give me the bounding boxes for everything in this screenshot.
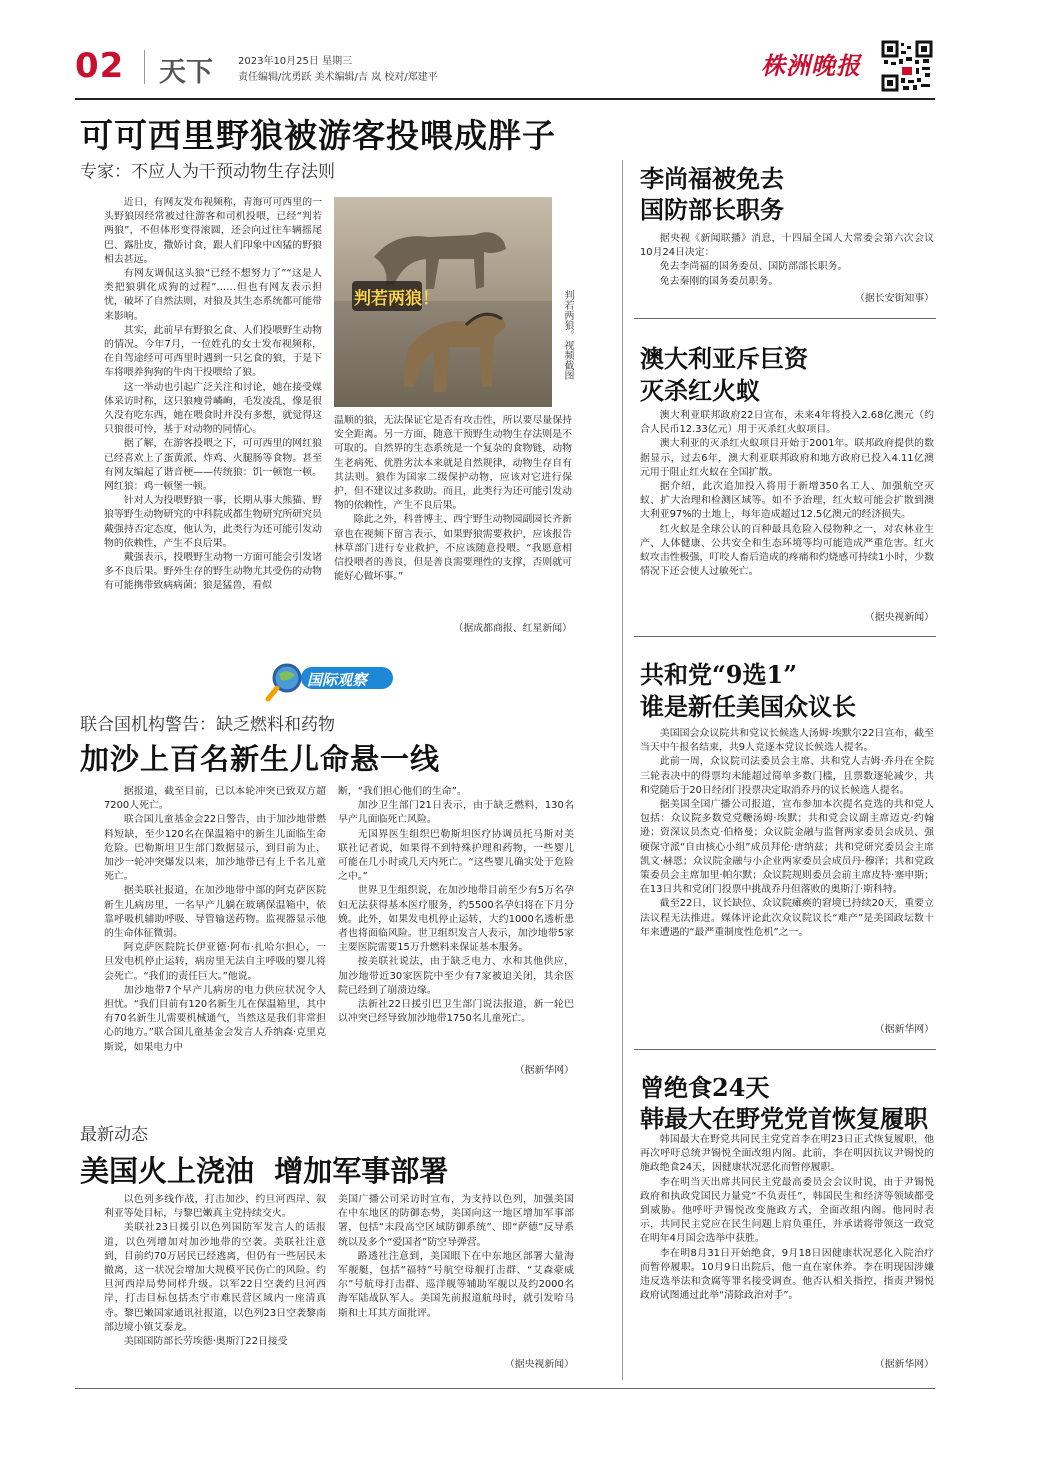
paragraph: 联合国儿童基金会22日警告，由于加沙地带燃料短缺，至少120名在保温箱中的新生儿面临生命危险。巴勒斯坦卫生部门数据显示，到目前为止，加沙一轮冲突爆发以来，加沙地带已有上千名儿童死亡。 [104,814,326,883]
paragraph: 有网友调侃这头狼“已经不想努力了”“这是人类把狼驯化成狗的过程”……但也有网友表示担忧，破坏了自然法则，对狼及其生态系统都可能带来影响。 [104,268,322,322]
section-rule [634,636,936,637]
korea-body [640,1133,934,1303]
paragraph: 据了解，在游客投喂之下，可可西里的网红狼已经喜欢上了蛋黄派、炸鸡、火腿肠等食物。甚至有网友编起了谐音梗——传统狼：饥一顿饱一顿。网红狼：鸡一顿堡一顿。 [104,438,322,493]
wolf-headline: 可可西里野狼被游客投喂成胖子 [80,116,556,155]
gaza-column-1 [104,785,326,1055]
speaker-headline-line1: 共和党“9选1” [640,660,798,689]
paragraph: 免去秦刚的国务委员职务。 [659,275,779,287]
us-headline: 美国火上浇油 增加军事部署 [80,1154,449,1188]
paragraph: 温顺的狼，无法保证它是否有攻击性，所以要尽量保持安全距离。另一方面，随意干预野生动物生存法则是不可取的。自然界的生态系统是一个复杂的食物链，动物生老病死、优胜劣汰本来就是自然规律，动物生存自有其法则。狼作为国家二级保护动物，应该对它进行保护，但不建议过多救助。而且，此类行为还可能引发动物的依赖性，产生不良后果。 [334,415,572,512]
paragraph: 其实，此前早有野狼乞食、人们投喂野生动物的情况。今年7月，一位姓孔的女士发布视频称，在自驾途经可可西里时遇到一只乞食的狼，于是下车将喂养狗狗的牛肉干投喂给了狼。 [104,324,322,379]
section-rule [634,1049,936,1050]
header-divider [144,50,145,84]
gaza-kicker: 联合国机构警告：缺乏燃料和药物 [80,715,335,735]
section-name: 天下 [159,57,213,88]
photo-stamp-text: 判若两狼！ [354,289,439,309]
wolf-subtitle: 专家：不应人为干预动物生存法则 [80,162,335,182]
paragraph: 此前一周，众议院司法委员会主席、共和党人吉姆·乔丹在全院三轮表决中的得票均未能超过简单多数门槛，且票数逐轮减少，共和党随后于20日经闭门投票决定取消乔丹的议长候选人提名。 [640,756,934,796]
paragraph: 美国广播公司采访时宣布，为支持以色列，加强美国在中东地区的防御态势，美国向这一地区增加军事部署，包括“末段高空区域防御系统”、即“萨德”反导系统以及多个“爱国者”防空导弹营。 [338,1194,574,1248]
us-source: （据央视新闻） [504,1359,574,1370]
paragraph: 路透社注意到，美国眼下在中东地区部署大量海军舰艇，包括“福特”号航空母舰打击群、“艾森豪威尔”号航母打击群、巡洋舰等辅助军舰以及约2000名海军陆战队军人。美国先前报道航母时，就引发哈马斯和土耳其方面批评。 [338,1250,574,1319]
us-kicker: 最新动态 [80,1125,148,1145]
ant-source: （据央视新闻） [864,612,934,623]
paragraph: 韩国最大在野党共同民主党党首李在明23日正式恢复履职，他再次呼吁总统尹锡悦全面改组内阁。此前，李在明因抗议尹锡悦的施政绝食24天，因健康状况恶化而暂停履职。 [640,1134,934,1174]
paragraph: 这一举动也引起广泛关注和讨论，她在接受媒体采访时称，这只狼瘦骨嶙峋，毛发凌乱，像是很久没有吃东西，她在喂食时并没有多想，就觉得这只狼很可怜，基于对动物的同情心。 [104,381,322,436]
li-headline-line2: 国防部长职务 [640,195,784,224]
paragraph: 澳大利亚联邦政府22日宣布，未来4年将投入2.68亿澳元（约合人民币12.33亿元）用于灭杀红火蚁项目。 [640,410,934,436]
korea-source: （据新华网） [874,1359,934,1370]
paragraph: 美国国防部长劳埃德·奥斯汀22日接受 [123,1336,288,1348]
paragraph: 李在明8月31日开始绝食，9月18日因健康状况恶化入院治疗而暂停履职。10月9日出院后，他一直在家休养。李在明现因涉嫌违反选举法和贪腐等罪名接受调查。他否认相关指控，指责尹锡悦政府试图通过此举“清除政治对手”。 [640,1247,934,1302]
wolf-source: （据成都商报、红星新闻） [453,623,572,634]
editor-credits: 责任编辑/沈勇跃 美术编辑/吉 岚 校对/郑建平 [238,72,438,83]
speaker-body [640,727,934,940]
qr-code-icon [881,40,933,92]
paragraph: 戴强表示，投喂野生动物一方面可能会引发诸多不良后果。野外生存的野生动物尤其受伤的动物有可能携带致病病菌；狼是猛兽，看似 [104,552,322,592]
us-column-1 [104,1193,326,1349]
paragraph: 美国国会众议院共和党议长候选人汤姆·埃默尔22日宣布，截至当天中午报名结束，共9人竞逐本党议长候选人提名。 [640,728,934,754]
footer-rule [75,1388,935,1389]
page-number: 02 [75,46,125,86]
li-source: （据长安街知事） [854,293,934,304]
section-rule [634,318,936,319]
ant-body [640,409,934,579]
li-headline-line1: 李尚福被免去 [640,164,784,193]
paragraph: 以色列多线作战，打击加沙、约旦河西岸、叙利亚等处目标，与黎巴嫩真主党持续交火。 [104,1194,326,1220]
paragraph: 据报道，截至目前，已以本轮冲突已致双方超7200人死亡。 [104,786,326,812]
wolf-photo-caption: 判若两狼。视频截图 [562,290,573,380]
header-rule [75,98,935,100]
speaker-headline-line2: 谁是新任美国众议长 [640,692,856,721]
masthead [75,40,935,98]
section-badge [265,662,395,702]
paragraph: 近日，有网友发布视频称，青海可可西里的一头野狼因经常被过往游客和司机投喂，已经“判若两狼”，不但体形变得滚圆，还会向过往车辆摇尾巴、露肚皮，撒娇讨食，跟人们印象中凶猛的野狼相去甚远。 [104,197,322,265]
us-column-2 [338,1193,574,1321]
paragraph: 加沙卫生部门21日表示，由于缺乏燃料，130名早产儿面临死亡风险。 [338,800,574,826]
paragraph: 截至22日，议长缺位、众议院瘫痪的窘境已持续20天，重要立法议程无法推进。媒体评论此次众议院议长“难产”是美国政坛数十年来遭遇的“最严重制度性危机”之一。 [640,898,934,938]
wolf-column-2 [334,414,572,584]
badge-text: 国际观察 [307,671,368,689]
issue-date: 2023年10月25日 星期三 [238,56,353,67]
wolf-column-1 [104,196,322,594]
speaker-source: （据新华网） [874,1024,934,1035]
paragraph: 红火蚁是全球公认的百种最具危险入侵物种之一，对农林业生产、人体健康、公共安全和生态环境等均可能造成严重危害。红火蚁攻击性极强，叮咬人畜后造成的疼痛和灼烧感可持续1小时，少数情况下还会使人过敏死亡。 [640,523,934,578]
paragraph: 法新社22日援引巴卫生部门说法报道，新一轮巴以冲突已经导致加沙地带1750名儿童死亡。 [338,999,574,1025]
paragraph: 无国界医生组织巴勒斯坦医疗协调员托马斯对美联社记者说，如果得不到特殊护理和药物，一些婴儿可能在几小时或几天内死亡。“这些婴儿确实处于危险之中。” [338,828,574,883]
ant-headline-line1: 澳大利亚斥巨资 [640,344,808,373]
paragraph: 断，“我们担心他们的生命”。 [338,786,467,797]
paragraph: 除此之外，科普博主、西宁野生动物园副园长齐新章也在视频下留言表示，如果野狼需要救护，应该报告林草部门进行专业救护，不应该随意投喂。“我愿意相信投喂者的善良，但是善良需要理性的支撑，否则就可能好心做坏事。” [334,514,572,583]
right-column-divider [622,160,623,1380]
ant-headline-line2: 灭杀红火蚁 [640,376,760,405]
paragraph: 据美联社报道，在加沙地带中部的阿克萨医院新生儿病房里，一名早产儿躺在玻璃保温箱中，依靠呼吸机辅助呼吸、导管输送药物。监视器显示他的生命体征微弱。 [104,885,326,940]
gaza-column-2 [338,785,574,1026]
gaza-headline: 加沙上百名新生儿命悬一线 [80,742,441,776]
paragraph: 据美国全国广播公司报道，宣布参加本次提名竞选的共和党人包括：众议院多数党党鞭汤姆·埃默；共和党会议副主席迈克·约翰逊；资深议员杰克·伯格曼；众议院金融与监督两家委员会成员、强硬保守派“自由核心小组”成员拜伦·唐纳兹；共和党研究委员会主席凯文·赫恩；众议院金融与小企业两家委员会成员丹·穆泽；共和党政策委员会主席加里·帕尔默；众议院规则委员会前主席皮特·塞申斯；在13日共和党闭门投票中挑战乔丹但落败的奥斯汀·斯科特。 [640,799,934,896]
paragraph: 李在明当天出席共同民主党最高委员会会议时说，由于尹锡悦政府和执政党国民力量党“不负责任”，韩国民生和经济等领域都受到威胁。他呼吁尹锡悦改变施政方式，全面改组内阁。他同时表示，共同民主党应在民生问题上肩负重任，并承诺将带领这一政党在明年4月国会选举中获胜。 [640,1176,934,1245]
paragraph: 据介绍，此次追加投入将用于新增350名工人、加强航空灭蚁、扩大治理和检测区域等。如不予治理，红火蚁可能会扩散到澳大利亚97%的土地上，每年造成超过12.5亿澳元的经济损失。 [640,481,934,521]
korea-headline-line2: 韩最大在野党党首恢复履职 [640,1104,928,1133]
paragraph: 阿克萨医院院长伊亚德·阿布·扎哈尔担心，一旦发电机停止运转，病房里无法自主呼吸的婴儿将会死亡。“我们的责任巨大。”他说。 [104,942,326,982]
newspaper-logo: 株洲晚报 [761,51,861,80]
paragraph: 美联社23日援引以色列国防军发言人的话报道，以色列增加对加沙地带的空袭。美联社注意到，目前约70万居民已经逃离，但仍有一些居民未撤离，这一状况会增加大规模平民伤亡的风险。约旦河西岸局势同样升级。以军22日空袭约旦河西岸，打击目标包括杰宁市难民营区域内一座清真寺。黎巴嫩国家通讯社报道，以色列23日空袭黎南部边境小镇艾泰龙。 [104,1222,326,1333]
paragraph: 针对人为投喂野狼一事，长期从事大熊猫、野狼等野生动物研究的中科院成都生物研究所研究员戴强持否定态度，他认为，此类行为还可能引发动物的依赖性，产生不良后果。 [104,495,322,549]
paragraph: 据央视《新闻联播》消息，十四届全国人大常委会第六次会议10月24日决定： [640,233,934,259]
paragraph: 澳大利亚的灭杀红火蚁项目开始于2001年。联邦政府提供的数据显示，过去6年，澳大利亚联邦政府和地方政府已投入4.11亿澳元用于阻止红火蚁在全国扩散。 [640,438,934,478]
korea-headline-line1: 曾绝食24天 [640,1073,770,1102]
paragraph: 免去李尚福的国务委员、国防部部长职务。 [659,261,848,273]
li-body [640,232,934,289]
paragraph: 加沙地带7个早产儿病房的电力供应状况令人担忧。“我们目前有120名新生儿在保温箱里，其中有70名新生儿需要机械通气，当然这是我们非常担心的地方。”联合国儿童基金会发言人乔纳森·克里克斯说，如果电力中 [104,984,326,1053]
paragraph: 世界卫生组织说，在加沙地带目前至少有5万名孕妇无法获得基本医疗服务，约5500名孕妇将在下月分娩。此外，如果发电机停止运转，大约1000名透析患者也将面临风险。世卫组织发言人表示，加沙地带5家主要医院需要15万升燃料来保证基本服务。 [338,885,574,954]
paragraph: 按美联社说法，由于缺乏电力、水和其他供应，加沙地带近30家医院中至少有7家被迫关闭，其余医院已经到了崩溃边缘。 [338,956,574,996]
wolf-photo [334,197,552,407]
gaza-source: （据新华网） [514,1065,574,1076]
